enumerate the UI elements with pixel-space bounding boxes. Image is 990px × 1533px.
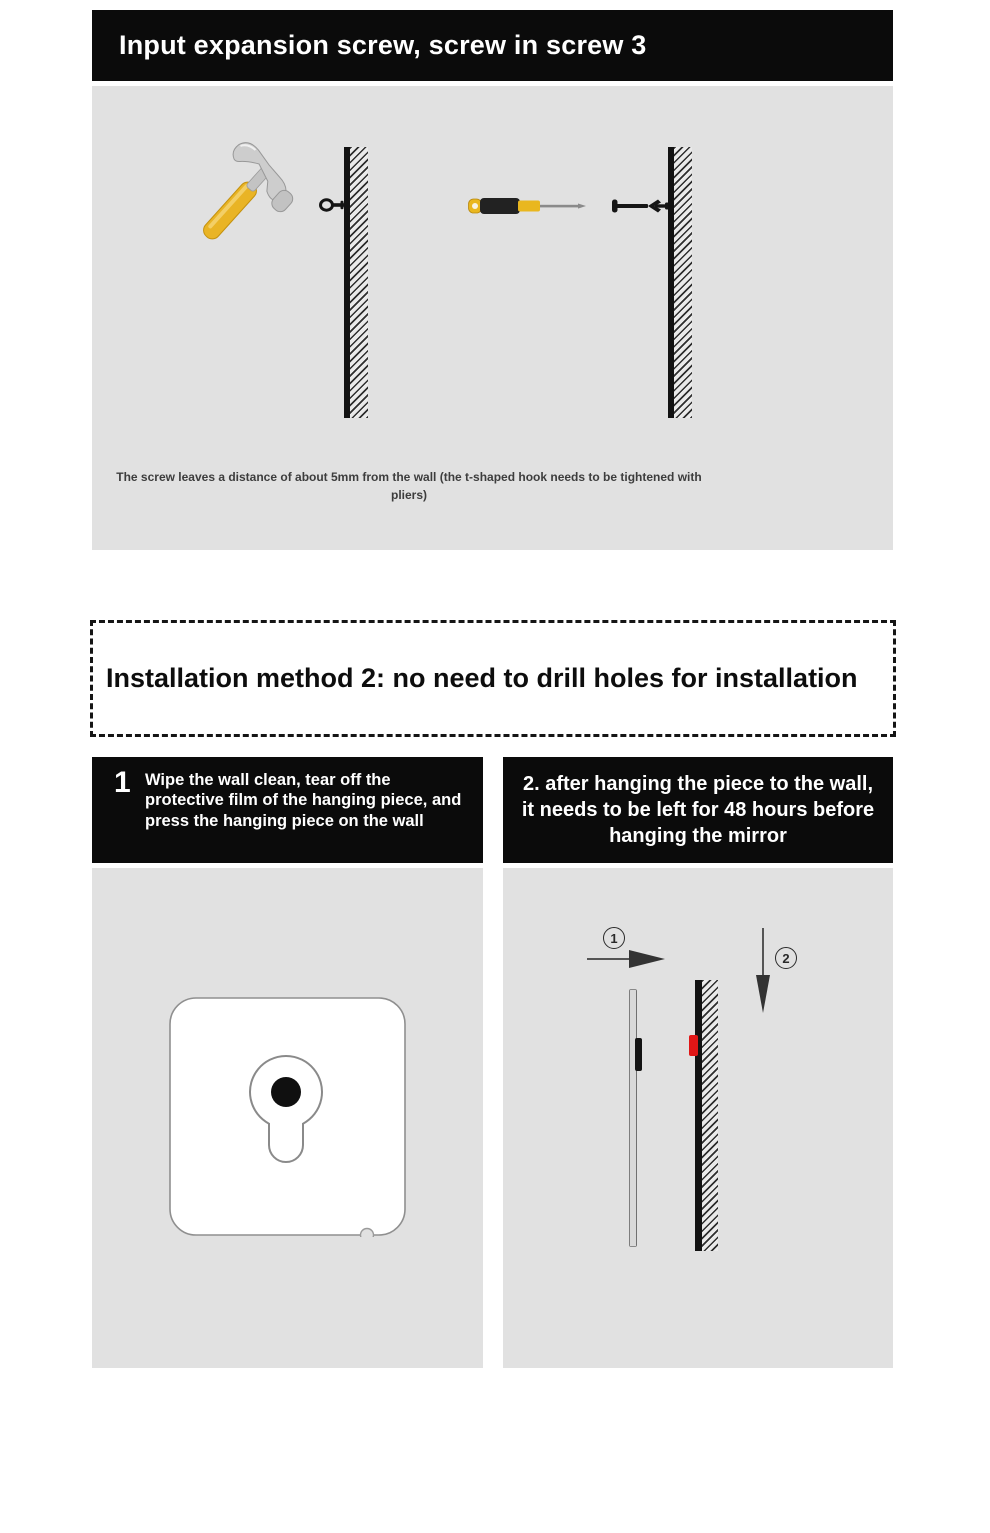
screwdriver-icon <box>468 196 588 216</box>
step2-panel <box>503 868 893 1368</box>
arrow-down-icon <box>756 975 770 1013</box>
wall-hatch-pattern <box>702 980 718 1251</box>
step2-text: 2. after hanging the piece to the wall, it needs to be left for 48 hours before hanging the mirror <box>521 773 875 847</box>
step1-number: 1 <box>114 766 131 799</box>
step1-panel <box>92 868 483 1368</box>
step1-text: Wipe the wall clean, tear off the protective film of the hanging piece, and press the hanging piece on the wall <box>145 771 462 830</box>
screw-step-header <box>92 10 893 81</box>
circled-1-marker <box>603 927 625 949</box>
screw-step-title: Input expansion screw, screw in screw 3 <box>119 30 647 60</box>
mirror-panel-graphic <box>629 989 637 1247</box>
hanging-plate-keyhole-graphic <box>169 997 407 1237</box>
wall-hatch-pattern <box>674 147 692 418</box>
marker2-label: 2 <box>782 950 790 966</box>
wall-hatch-pattern <box>350 147 368 418</box>
expansion-screw-icon <box>612 198 674 214</box>
wall-graphic <box>695 980 702 1251</box>
mirror-hook-graphic <box>635 1038 642 1071</box>
step2-header <box>503 757 893 863</box>
screw-step-panel <box>92 86 893 550</box>
step1-header <box>92 757 483 863</box>
screw-step-caption: The screw leaves a distance of about 5mm from the wall (the t-shaped hook needs to be tightened with pliers) <box>116 470 702 502</box>
arrow-down-line <box>762 928 764 976</box>
red-hanging-piece-graphic <box>689 1035 698 1056</box>
hammer-icon <box>172 142 302 262</box>
method2-banner <box>90 620 896 737</box>
arrow-right-icon <box>629 950 665 968</box>
circled-2-marker <box>775 947 797 969</box>
method2-title: Installation method 2: no need to drill holes for installation <box>106 663 858 693</box>
eye-hook-icon <box>318 196 348 214</box>
marker1-label: 1 <box>610 930 618 946</box>
arrow-right-line <box>587 958 631 960</box>
